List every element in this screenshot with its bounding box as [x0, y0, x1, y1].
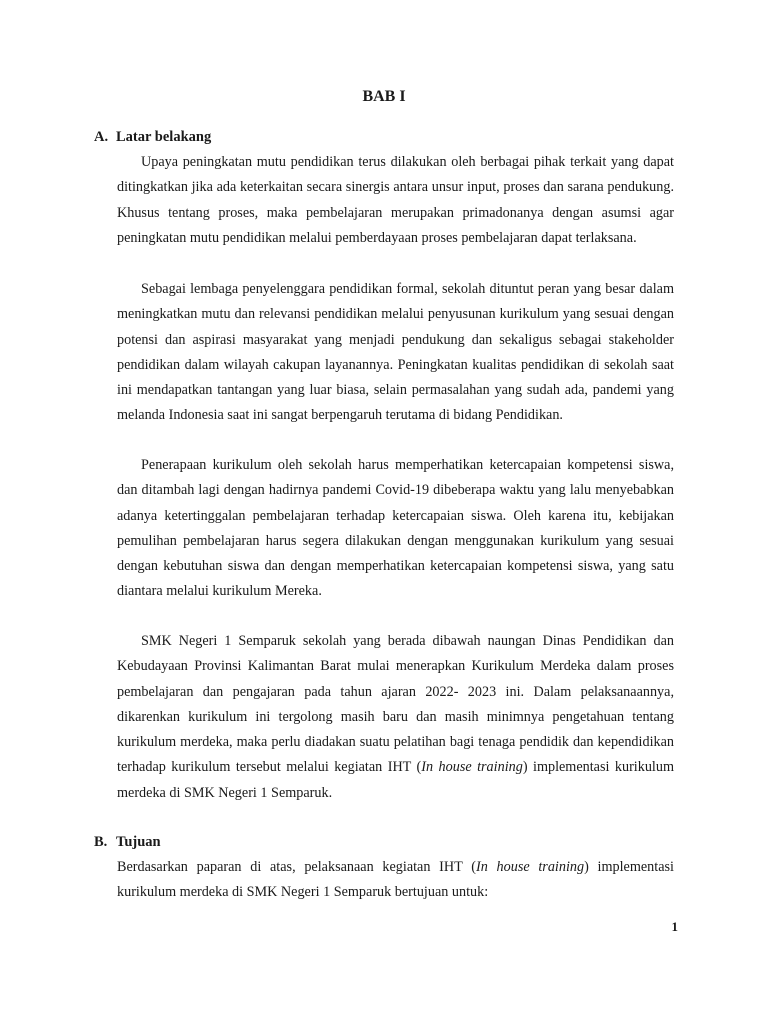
- section-b-heading: [94, 834, 161, 851]
- section-a-heading: [94, 129, 211, 146]
- paragraph-4-text: SMK Negeri 1 Semparuk sekolah yang berada dibawah naungan Dinas Pendidikan dan Kebudayaan Provinsi Kalimantan Barat mulai menerapkan Kurikulum Merdeka dalam proses pembelajaran dan pengajaran pada tahun ajaran 2022- 2023 ini. Dalam pelaksanaannya, dikarenkan kurikulum ini tergolong masih baru dan masih minimnya pengetahuan tentang kurikulum merdeka, maka perlu diadakan suatu pelatihan bagi tenaga pendidik dan kependidikan terhadap kurikulum tersebut melalui kegiatan IHT (: [117, 633, 674, 776]
- paragraph-5-italic: In house training: [476, 859, 585, 875]
- paragraph-5-text-end: ) implementasi kurikulum merdeka di SMK Negeri 1 Semparuk bertujuan untuk:: [117, 859, 674, 901]
- section-b-number: B.: [94, 834, 108, 850]
- section-a-number: A.: [94, 129, 109, 145]
- paragraph-3: Penerapaan kurikulum oleh sekolah harus memperhatikan ketercapaian kompetensi siswa, dan ditambah lagi dengan hadirnya pandemi Covid-19 dibeberapa waktu yang lalu menyebabkan adanya ketertinggalan pembelajaran terhadap ketercapaian siswa. Oleh karena itu, kebijakan pemulihan pembelajaran harus segera dilakukan dengan menggunakan kurikulum yang sesuai dengan kebutuhan siswa dan dengan memperhatikan ketercapaian kompetensi siswa, yang satu diantara melalui kurikulum Mereka.: [117, 457, 674, 600]
- page-number: 1: [671, 919, 678, 934]
- paragraph-1: Upaya peningkatan mutu pendidikan terus dilakukan oleh berbagai pihak terkait yang dapat ditingkatkan jika ada keterkaitan secara sinergis antara unsur input, proses dan sarana pendukung. Khusus tentang proses, maka pembelajaran merupakan primadonanya dengan asumsi agar peningkatan mutu pendidikan melalui pemberdayaan proses pembelajaran dapat terlaksana.: [117, 154, 674, 246]
- section-b-title: Tujuan: [116, 834, 161, 850]
- section-a-title: Latar belakang: [116, 129, 212, 145]
- paragraph-4-italic: In house training: [421, 759, 523, 776]
- chapter-title: BAB I: [362, 88, 406, 105]
- paragraph-4-text-end: ) implementasi kurikulum merdeka di SMK Negeri 1 Semparuk.: [117, 759, 675, 801]
- paragraph-5: [117, 855, 674, 906]
- paragraph-2: Sebagai lembaga penyelenggara pendidikan formal, sekolah dituntut peran yang besar dalam meningkatkan mutu dan relevansi pendidikan melalui penyusunan kurikulum yang sesuai dengan potensi dan aspirasi masyarakat yang menjadi pendukung dan sekaligus sebagai stakeholder pendidikan dalam wilayah cakupan layanannya. Peningkatan kualitas pendidikan di sekolah saat ini mendapatkan tantangan yang luar biasa, selain permasalahan yang sudah ada, pandemi yang melanda Indonesia saat ini sangat berpengaruh terutama di bidang Pendidikan.: [117, 281, 674, 424]
- paragraph-5-text: Berdasarkan paparan di atas, pelaksanaan kegiatan IHT (: [117, 859, 476, 875]
- paragraph-4: [117, 629, 674, 806]
